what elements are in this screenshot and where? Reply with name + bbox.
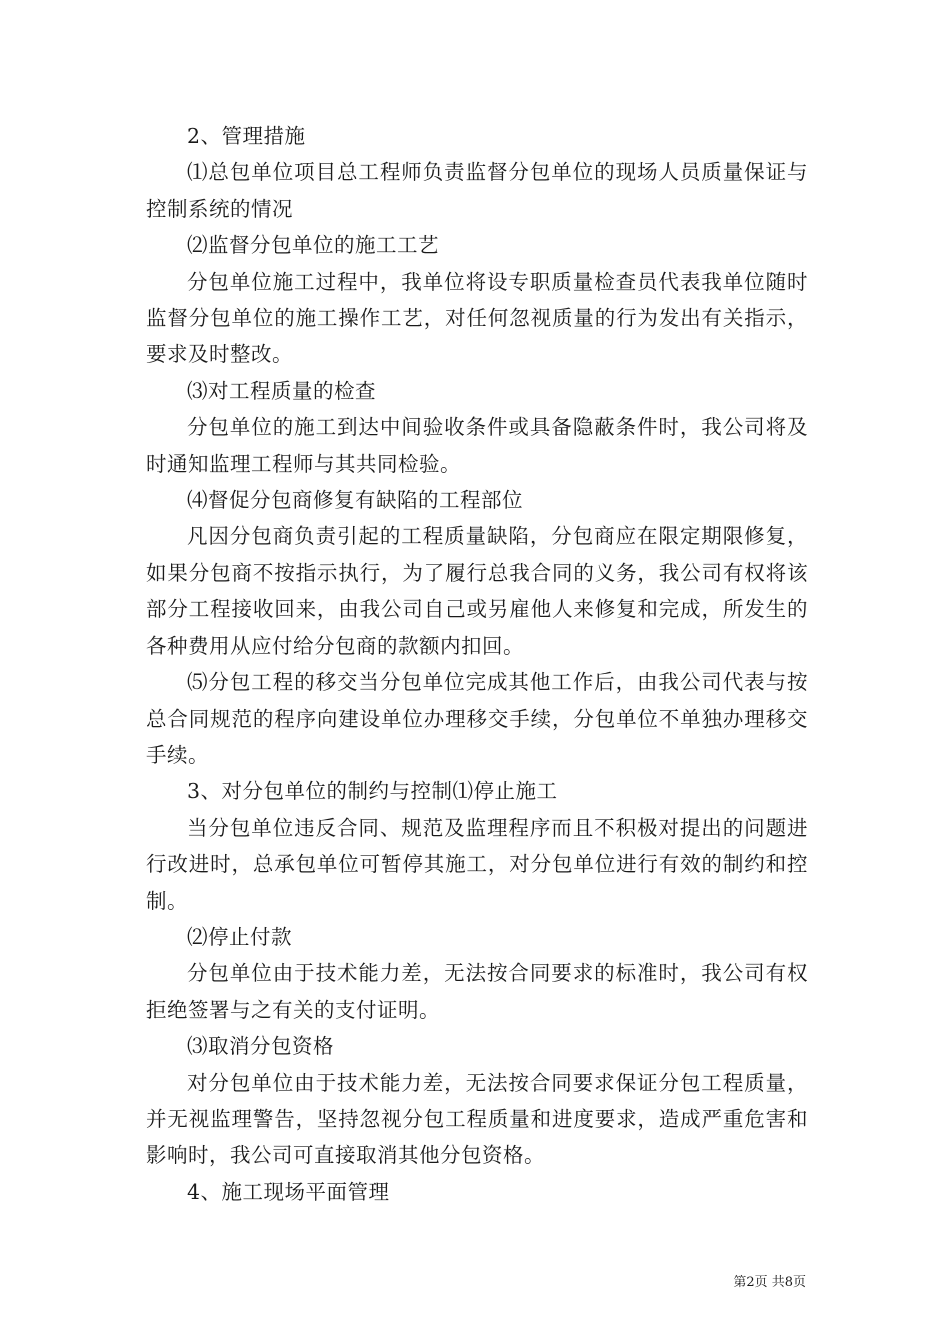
document-body [146, 118, 808, 1210]
paragraph-item-2-body: 分包单位施工过程中，我单位将设专职质量检查员代表我单位随时监督分包单位的施工操作工艺，对任何忽视质量的行为发出有关指示，要求及时整改。 [146, 269, 808, 367]
paragraph-stop-construction-body: 当分包单位违反合同、规范及监理程序而且不积极对提出的问题进行改进时，总承包单位可暂停其施工，对分包单位进行有效的制约和控制。 [146, 815, 808, 913]
paragraph-stop-payment-body: 分包单位由于技术能力差，无法按合同要求的标准时，我公司有权拒绝签署与之有关的支付证明。 [146, 961, 808, 1022]
paragraph-item-4-body: 凡因分包商负责引起的工程质量缺陷，分包商应在限定期限修复，如果分包商不按指示执行，为了履行总我合同的义务，我公司有权将该部分工程接收回来，由我公司自己或另雇他人来修复和完成，所发生的各种费用从应付给分包商的款额内扣回。 [146, 524, 808, 658]
paragraph-item-3-body: 分包单位的施工到达中间验收条件或具备隐蔽条件时，我公司将及时通知监理工程师与其共同检验。 [146, 415, 808, 476]
paragraph-item-5: ⑸分包工程的移交当分包单位完成其他工作后，由我公司代表与按总合同规范的程序向建设单位办理移交手续，分包单位不单独办理移交手续。 [146, 670, 808, 767]
paragraph-item-2-heading: ⑵监督分包单位的施工工艺 [187, 233, 439, 258]
page-number-footer: 第2页 共8页 [733, 1275, 806, 1290]
paragraph-cancel-qualification-heading: ⑶取消分包资格 [187, 1034, 334, 1059]
section-heading-management-measures: 2、管理措施 [187, 124, 306, 148]
section-heading-subcontractor-control: 3、对分包单位的制约与控制⑴停止施工 [187, 779, 558, 804]
paragraph-item-4-heading: ⑷督促分包商修复有缺陷的工程部位 [187, 488, 523, 513]
section-heading-site-layout-management: 4、施工现场平面管理 [187, 1179, 390, 1204]
paragraph-cancel-qualification-body: 对分包单位由于技术能力差，无法按合同要求保证分包工程质量，并无视监理警告，坚持忽视分包工程质量和进度要求，造成严重危害和影响时，我公司可直接取消其他分包资格。 [146, 1070, 808, 1168]
paragraph-item-3-heading: ⑶对工程质量的检查 [187, 378, 376, 403]
paragraph-stop-payment-heading: ⑵停止付款 [187, 924, 292, 949]
paragraph-item-1: ⑴总包单位项目总工程师负责监督分包单位的现场人员质量保证与控制系统的情况 [146, 160, 808, 221]
